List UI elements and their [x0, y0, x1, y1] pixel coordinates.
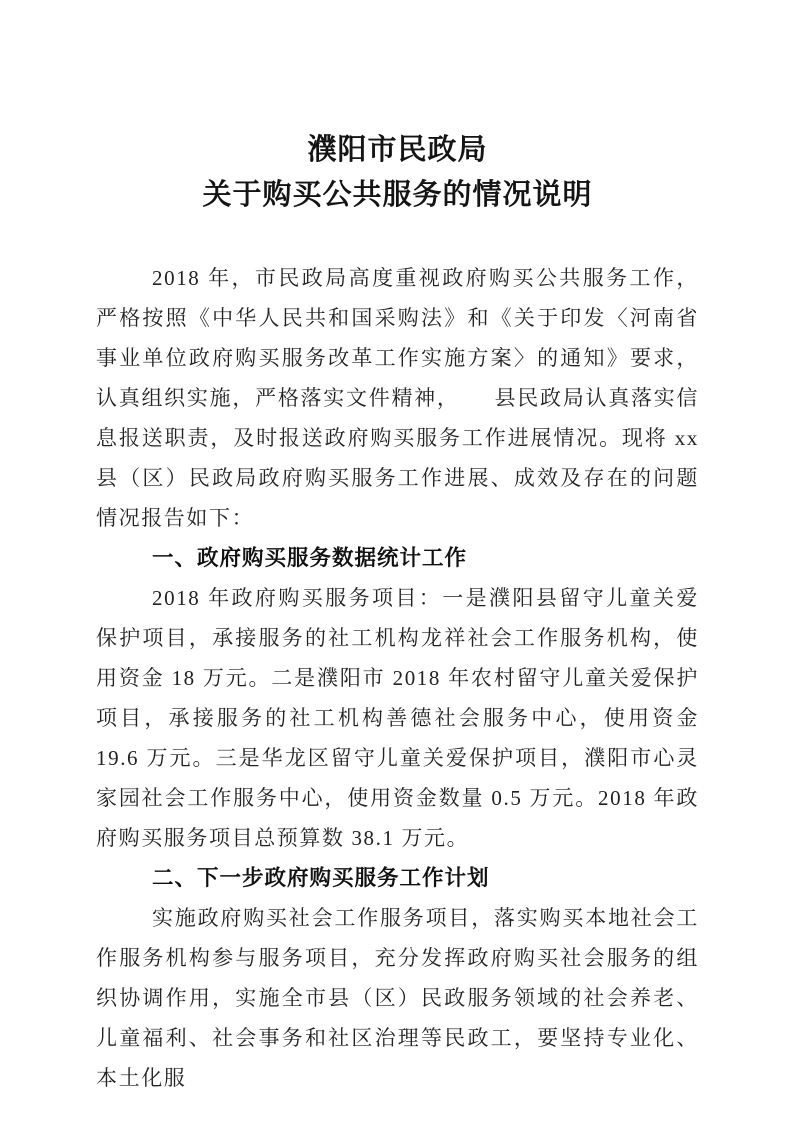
section-heading-1: 一、政府购买服务数据统计工作: [152, 546, 468, 570]
document-title: [96, 128, 699, 218]
paragraph-intro: 2018 年，市民政局高度重视政府购买公共服务工作，严格按照《中华人民共和国采购法》和《关于印发〈河南省事业单位政府购买服务改革工作实施方案〉的通知》要求，认真组织实施，严格落实文件精神， 县民政局认真落实信息报送职责，及时报送政府购买服务工作进展情况。现将 xx 县（区）民政局政府购买服务工作进展、成效及存在的问题情况报告如下：: [96, 266, 699, 530]
document-title-line-2: 关于购买公共服务的情况说明: [202, 179, 593, 211]
paragraph-section-1: 2018 年政府购买服务项目：一是濮阳县留守儿童关爱保护项目，承接服务的社工机构龙祥社会工作服务机构，使用资金 18 万元。二是濮阳市 2018 年农村留守儿童关爱保护项目，承接服务的社工机构善德社会服务中心，使用资金 19.6 万元。三是华龙区留守儿童关爱保护项目，濮阳市心灵家园社会工作服务中心，使用资金数量 0.5 万元。2018 年政府购买服务项目总预算数 38.1 万元。: [96, 586, 699, 850]
document-title-line-1: 濮阳市民政局: [307, 134, 488, 166]
section-heading-2: 二、下一步政府购买服务工作计划: [152, 866, 490, 890]
paragraph-section-2: 实施政府购买社会工作服务项目，落实购买本地社会工作服务机构参与服务项目，充分发挥政府购买社会服务的组织协调作用，实施全市县（区）民政服务领域的社会养老、儿童福利、社会事务和社区治理等民政工，要坚持专业化、本土化服: [96, 906, 699, 1090]
